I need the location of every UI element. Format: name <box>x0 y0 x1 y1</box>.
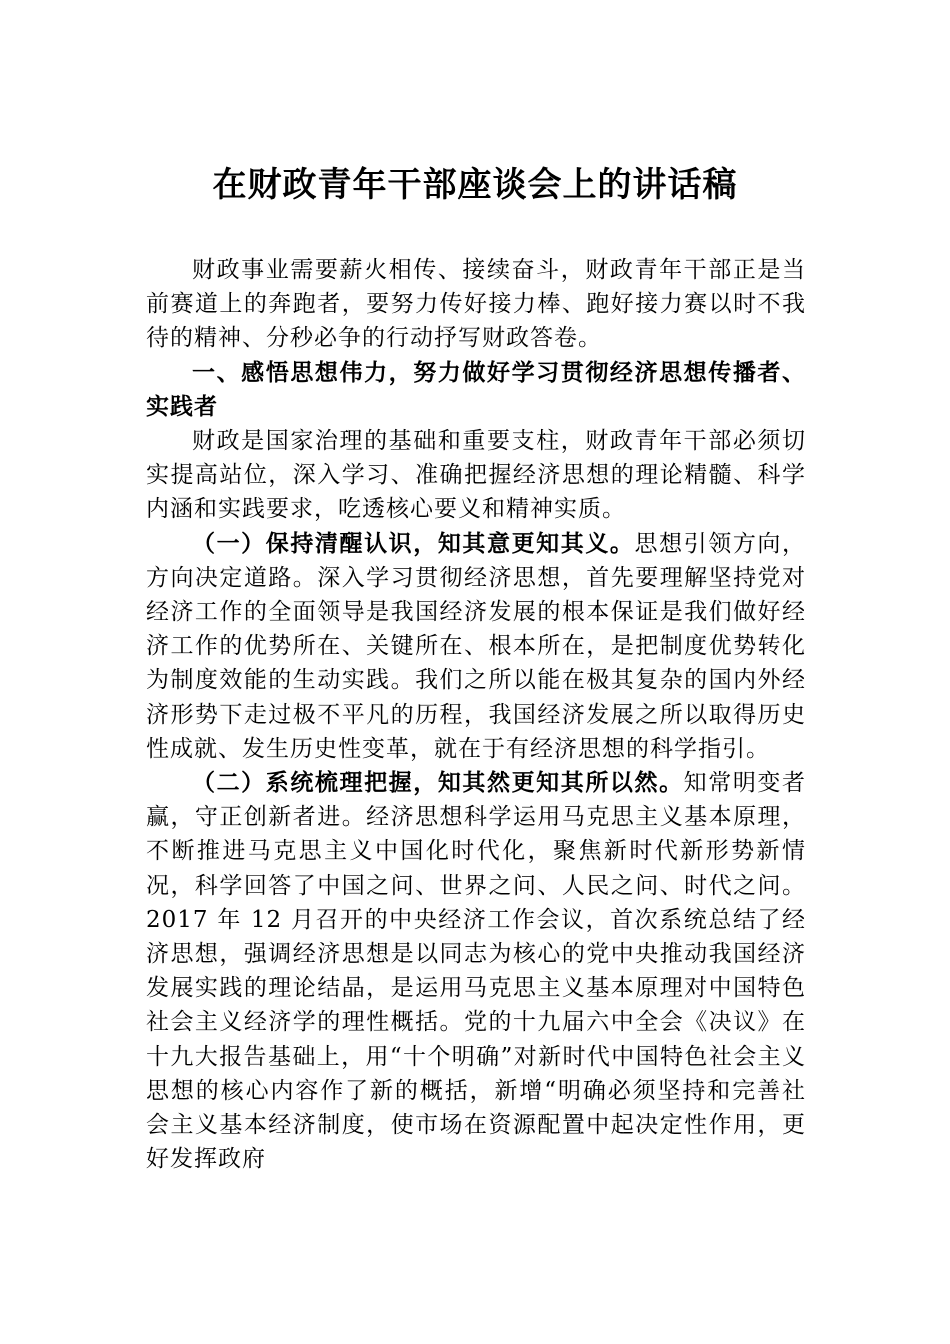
intro-paragraph: 财政事业需要薪火相传、接续奋斗，财政青年干部正是当前赛道上的奔跑者，要努力传好接力棒、跑好接力赛以时不我待的精神、分秒必争的行动抒写财政答卷。 <box>146 257 806 352</box>
subsection-2-heading: （二）系统梳理把握，知其然更知其所以然。 <box>192 769 684 797</box>
document-body <box>146 253 806 1176</box>
subsection-2-paragraph <box>146 766 806 1176</box>
subsection-1-text: 思想引领方向，方向决定道路。深入学习贯彻经济思想，首先要理解坚持党对经济工作的全面领导是我国经济发展的根本保证是我们做好经济工作的优势所在、关键所在、根本所在，是把制度优势转化为制度效能的生动实践。我们之所以能在极其复杂的国内外经济形势下走过极不平凡的历程，我国经济发展之所以取得历史性成就、发生历史性变革，就在于有经济思想的科学指引。 <box>146 530 807 762</box>
section-1-paragraph: 财政是国家治理的基础和重要支柱，财政青年干部必须切实提高站位，深入学习、准确把握经济思想的理论精髓、科学内涵和实践要求，吃透核心要义和精神实质。 <box>146 428 806 523</box>
subsection-1-paragraph <box>146 527 806 766</box>
section-heading-1: 一、感悟思想伟力，努力做好学习贯彻经济思想传播者、实践者 <box>146 358 806 420</box>
subsection-2-text: 知常明变者赢，守正创新者进。经济思想科学运用马克思主义基本原理，不断推进马克思主义中国化时代化，聚焦新时代新形势新情况，科学回答了中国之问、世界之问、人民之问、时代之问。2017 年 12 月召开的中央经济工作会议，首次系统总结了经济思想，强调经济思想是以同志为核心的党中央推动我国经济发展实践的理论结晶，是运用马克思主义基本原理对中国特色社会主义经济学的理性概括。党的十九届六中全会《决议》在十九大报告基础上，用“十个明确”对新时代中国特色社会主义思想的核心内容作了新的概括，新增“明确必须坚持和完善社会主义基本经济制度，使市场在资源配置中起决定性作用，更好发挥政府 <box>146 770 807 1173</box>
document-title: 在财政青年干部座谈会上的讲话稿 <box>212 165 738 205</box>
subsection-1-heading: （一）保持清醒认识，知其意更知其义。 <box>192 529 635 557</box>
